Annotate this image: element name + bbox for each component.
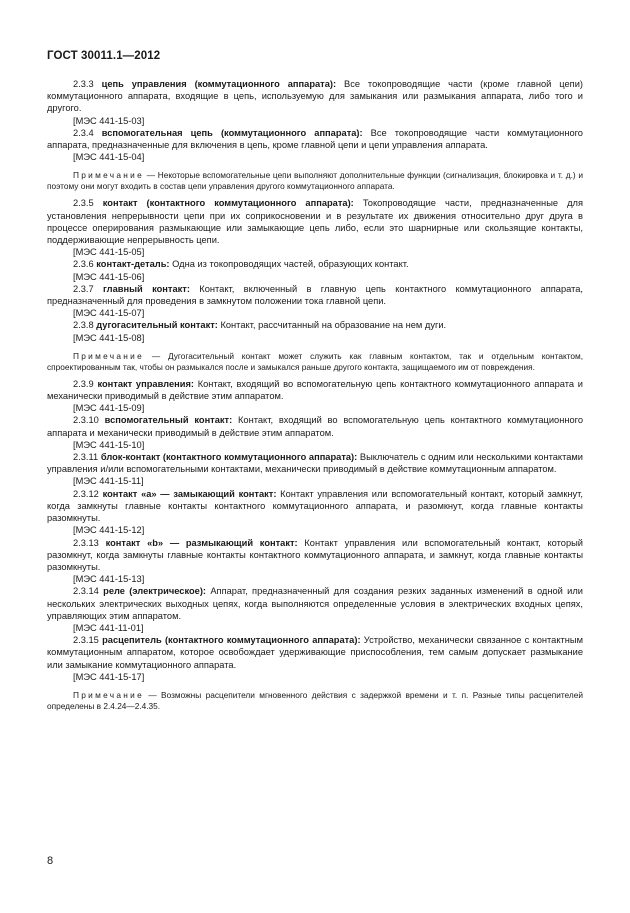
definition-paragraph bbox=[47, 197, 583, 246]
clause-number: 2.3.3 bbox=[73, 79, 94, 89]
iec-reference: [МЭС 441-15-09] bbox=[73, 403, 145, 414]
note-text: — Возможны расцепители мгновенного действия с задержкой времени и т. п. Разные типы расцепителей определены в 2.4.24—2.4.35. bbox=[47, 689, 583, 711]
clause-number: 2.3.15 bbox=[73, 635, 99, 646]
defined-term: дугогасительный контакт: bbox=[96, 320, 218, 331]
iec-reference: [МЭС 441-15-04] bbox=[73, 152, 145, 163]
defined-term: блок-контакт (контактного коммутационного аппарата): bbox=[100, 452, 358, 463]
document-body bbox=[47, 78, 583, 717]
spacer bbox=[47, 163, 583, 167]
definition-paragraph bbox=[47, 537, 583, 574]
clause-number: 2.3.13 bbox=[73, 537, 99, 548]
definition-text: Контакт, входящий во вспомогательную цепь контактного коммутационного аппарата и механически приводимый в действие этим аппаратом. bbox=[47, 378, 583, 402]
defined-term: контакт «b» — размыкающий контакт: bbox=[105, 537, 298, 548]
iec-reference: [МЭС 441-15-10] bbox=[73, 439, 145, 450]
iec-reference: [МЭС 441-15-17] bbox=[73, 671, 145, 682]
note-text: — Некоторые вспомогательные цепи выполняют дополнительные функции (сигнализация, блокировка и т. д.) и поэтому они могут входить в состав цепи управления другого коммутационного аппарата. bbox=[47, 170, 583, 192]
defined-term: реле (электрическое): bbox=[103, 586, 207, 597]
defined-term: главный контакт: bbox=[103, 283, 190, 294]
definition-paragraph bbox=[47, 634, 583, 671]
definition-paragraph bbox=[47, 319, 583, 331]
definition-text: Одна из токопроводящих частей, образующих контакт. bbox=[169, 259, 409, 270]
iec-reference: [МЭС 441-15-13] bbox=[73, 574, 145, 585]
definition-text: Все токопроводящие части (кроме главной цепи) коммутационного аппарата, входящие в цепь, используемую для замыкания или размыкания аппарата, либо того и другого. bbox=[47, 79, 583, 114]
spacer bbox=[47, 683, 583, 687]
page-header: ГОСТ 30011.1—2012 bbox=[47, 50, 161, 62]
clause-number: 2.3.8 bbox=[73, 320, 94, 331]
iec-reference: [МЭС 441-15-07] bbox=[73, 308, 145, 319]
definition-text: Все токопроводящие части коммутационного аппарата, предназначенные для включения в цепь, кроме главной цепи и цепи управления аппарата. bbox=[47, 127, 583, 151]
clause-number: 2.3.14 bbox=[73, 586, 99, 597]
iec-reference: [МЭС 441-15-08] bbox=[73, 332, 145, 343]
clause-number: 2.3.9 bbox=[73, 378, 94, 389]
clause-number: 2.3.4 bbox=[73, 127, 94, 138]
defined-term: цепь управления (коммутационного аппарата): bbox=[101, 79, 337, 89]
definition-paragraph bbox=[47, 127, 583, 151]
defined-term: контакт «а» — замыкающий контакт: bbox=[102, 488, 277, 499]
note-paragraph bbox=[47, 690, 583, 712]
defined-term: расцепитель (контактного коммутационного аппарата): bbox=[102, 635, 361, 646]
note-text: — Дугогасительный контакт может служить как главным контактом, так и отдельным контактом, спроектированным так, чтобы он размыкался после и замыкался раньше другого контакта, защищаемого им от повреждения. bbox=[47, 350, 583, 372]
definition-paragraph bbox=[47, 283, 583, 307]
iec-reference: [МЭС 441-15-03] bbox=[73, 115, 145, 126]
iec-reference: [МЭС 441-15-05] bbox=[73, 247, 145, 258]
iec-reference: [МЭС 441-11-01] bbox=[73, 622, 144, 633]
note-paragraph bbox=[47, 170, 583, 192]
definition-paragraph bbox=[47, 258, 583, 270]
defined-term: вспомогательная цепь (коммутационного аппарата): bbox=[101, 127, 363, 138]
definition-text: Токопроводящие части, предназначенные для установления непрерывности цепи при их соприкосновении и в результате их движения относительно друг друга в процессе оперирования размыкающие или замыкающие цепь либо, если это шарнирные или скользящие контакты, поддерживающие непрерывность цепи. bbox=[47, 198, 583, 246]
defined-term: вспомогательный контакт: bbox=[104, 415, 233, 426]
spacer bbox=[47, 344, 583, 348]
definition-paragraph bbox=[47, 451, 583, 475]
definition-text: Контакт управления или вспомогательный контакт, который разомкнут, когда замкнуты главные контакты контактного коммутационного аппарата, и замкнут, когда главные контакты разомкнуты. bbox=[47, 537, 583, 572]
iec-reference: [МЭС 441-15-11] bbox=[73, 476, 144, 487]
clause-number: 2.3.6 bbox=[73, 259, 94, 270]
definition-text: Контакт, входящий во вспомогательную цепь контактного коммутационного аппарата и механически приводимый в действие этим аппаратом. bbox=[47, 415, 583, 438]
definition-text: Контакт управления или вспомогательный контакт, который замкнут, когда замкнуты главные контакты контактного коммутационного аппарата, и разомкнут, когда главные контакты разомкнуты. bbox=[47, 488, 583, 524]
iec-reference: [МЭС 441-15-12] bbox=[73, 525, 145, 536]
iec-reference: [МЭС 441-15-06] bbox=[73, 271, 145, 282]
defined-term: контакт управления: bbox=[97, 378, 194, 389]
definition-paragraph bbox=[47, 488, 583, 525]
clause-number: 2.3.10 bbox=[73, 415, 99, 426]
clause-number: 2.3.7 bbox=[73, 283, 94, 294]
note-paragraph bbox=[47, 351, 583, 373]
page-number: 8 bbox=[47, 855, 54, 867]
clause-number: 2.3.12 bbox=[73, 488, 99, 499]
defined-term: контакт (контактного коммутационного аппарата): bbox=[102, 198, 354, 209]
note-label: Примечание bbox=[73, 170, 145, 181]
note-label: Примечание bbox=[73, 689, 145, 700]
definition-text: Устройство, механически связанное с контактным коммутационным аппаратом, которое освобождает удерживающие приспособления, тем самым допускает размыкание или замыкание коммутационного аппарата. bbox=[47, 635, 583, 670]
definition-text: Контакт, рассчитанный на образование на нем дуги. bbox=[217, 320, 447, 331]
definition-paragraph bbox=[47, 378, 583, 402]
clause-number: 2.3.5 bbox=[73, 198, 94, 209]
definition-text: Контакт, включенный в главную цепь контактного коммутационного аппарата, предназначенный для проведения в замкнутом положении тока главной цепи. bbox=[47, 283, 583, 307]
defined-term: контакт-деталь: bbox=[96, 259, 170, 270]
definition-paragraph bbox=[47, 78, 583, 115]
definition-text: Аппарат, предназначенный для создания резких заданных изменений в одной или нескольких электрических выходных цепях, когда выполняются определенные условия в электрических входных цепях, управляющих этим аппаратом. bbox=[47, 586, 583, 621]
definition-paragraph bbox=[47, 585, 583, 622]
definition-text: Выключатель с одним или несколькими контактами управления и/или вспомогательными контактами, механически приводимый в действие коммутационным аппаратом. bbox=[47, 452, 583, 475]
clause-number: 2.3.11 bbox=[73, 452, 99, 463]
note-label: Примечание bbox=[73, 350, 145, 361]
definition-paragraph bbox=[47, 414, 583, 438]
